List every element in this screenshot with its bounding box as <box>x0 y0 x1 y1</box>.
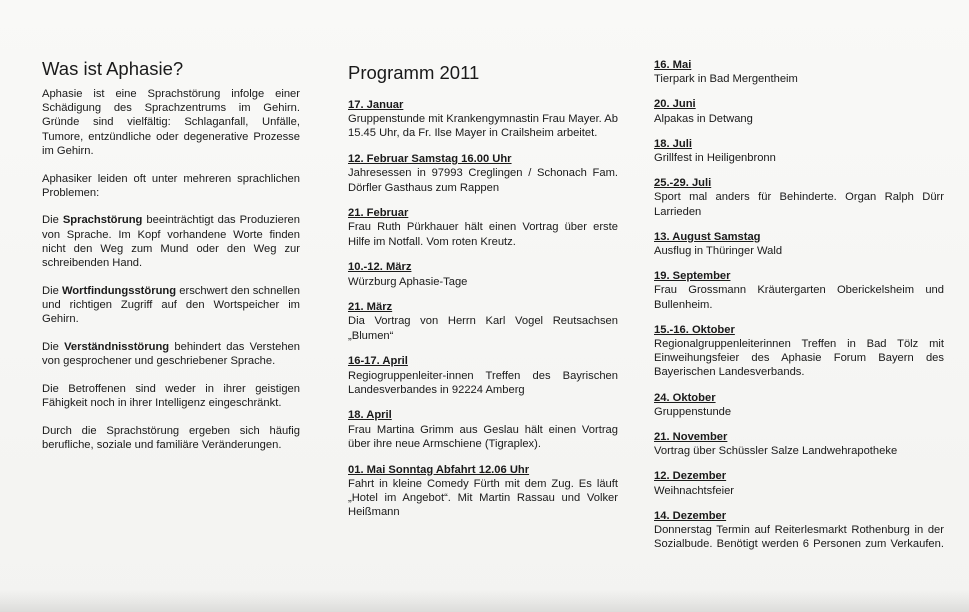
paper-edge-shadow <box>0 590 969 612</box>
event-date: 13. August Samstag <box>654 230 761 243</box>
event-description: Regionalgruppenleiterinnen Treffen in Bad Tölz mit Einweihungsfeier des Aphasie Forum Bayern des Bayerischen Landesverbands. <box>654 338 944 379</box>
event-description: Frau Ruth Pürkhauer hält einen Vortrag über erste Hilfe im Notfall. Vom roten Kreutz. <box>348 221 618 248</box>
event-date: 14. Dezember <box>654 509 727 522</box>
term-verstaendnisstoerung: Verständnisstörung <box>64 340 170 353</box>
info-paragraph-consequences: Durch die Sprachstörung ergeben sich häufig berufliche, soziale und familiäre Veränderungen. <box>42 424 300 451</box>
event-description: Ausflug in Thüringer Wald <box>654 245 783 258</box>
event-date: 21. November <box>654 431 728 444</box>
program-event <box>654 469 944 497</box>
info-paragraph-definition: Aphasie ist eine Sprachstörung infolge einer Schädigung des Sprachzentrums im Gehirn. Gründe sind vielfältig: Schlaganfall, Unfälle, Tumore, entzündliche oder degenerative Prozesse im Gehirn. <box>42 88 300 157</box>
event-date: 12. Dezember <box>654 470 727 483</box>
event-description: Gruppenstunde mit Krankengymnastin Frau Mayer. Ab 15.45 Uhr, da Fr. Ilse Mayer in Crailsheim arbeitet. <box>348 113 618 140</box>
event-date: 20. Juni <box>654 98 696 111</box>
program-event <box>654 137 944 165</box>
program-event <box>348 206 618 249</box>
program-title: Programm 2011 <box>348 62 480 83</box>
event-date: 25.-29. Juli <box>654 177 712 190</box>
program-event <box>348 463 618 520</box>
event-date: 24. Oktober <box>654 391 716 404</box>
term-sprachstoerung: Sprachstörung <box>62 214 143 227</box>
program-event <box>654 97 944 125</box>
event-description: Alpakas in Detwang <box>654 112 753 125</box>
program-event <box>348 260 618 288</box>
event-description: Gruppenstunde <box>654 405 732 418</box>
event-description: Donnerstag Termin auf Reiterlesmarkt Rothenburg in der Sozialbude. Benötigt werden 6 Personen zum Verkaufen. <box>654 524 944 551</box>
program-event <box>654 176 944 219</box>
event-description: Vortrag über Schüssler Salze Landwehrapotheke <box>654 445 898 458</box>
event-description: Jahresessen in 97993 Creglingen / Schonach Fam. Dörfler Gasthaus zum Rappen <box>348 167 618 194</box>
program-event <box>654 58 944 86</box>
event-date: 01. Mai Sonntag Abfahrt 12.06 Uhr <box>348 463 530 476</box>
program-event <box>654 391 944 419</box>
program-event <box>348 354 618 397</box>
program-event <box>654 509 944 552</box>
program-event-list <box>654 58 944 551</box>
event-description: Tierpark in Bad Mergentheim <box>654 73 798 86</box>
event-description: Frau Martina Grimm aus Geslau hält einen Vortrag über ihre neue Armschiene (Tigraplex). <box>348 423 618 450</box>
info-paragraph-intelligence: Die Betroffenen sind weder in ihrer geistigen Fähigkeit noch in ihrer Intelligenz eingeschränkt. <box>42 382 300 409</box>
program-event <box>348 300 618 343</box>
event-date: 10.-12. März <box>348 261 412 274</box>
info-paragraph-sprachstoerung: Die Sprachstörung beeinträchtigt das Produzieren von Sprache. Im Kopf vorhandene Worte finden nicht den Weg zum Mund oder den Weg zur schreibenden Hand. <box>42 214 300 270</box>
event-date: 15.-16. Oktober <box>654 323 735 336</box>
event-date: 16. Mai <box>654 59 692 71</box>
event-description: Dia Vortrag von Herrn Karl Vogel Reutsachsen „Blumen“ <box>348 315 618 342</box>
info-title: Was ist Aphasie? <box>42 58 184 79</box>
event-date: 17. Januar <box>348 99 404 111</box>
info-paragraph-verstaendnis: Die Verständnisstörung behindert das Verstehen von gesprochener und geschriebener Sprache. <box>42 340 300 368</box>
program-event-list <box>348 98 618 519</box>
program-column-right <box>654 58 944 562</box>
event-description: Fahrt in kleine Comedy Fürth mit dem Zug. Es läuft „Hotel im Angebot“. Mit Martin Rassau und Volker Heißmann <box>348 477 618 519</box>
info-paragraph-wortfindung: Die Wortfindungsstörung erschwert den schnellen und richtigen Zugriff auf den Wortspeicher im Gehirn. <box>42 284 300 326</box>
program-event <box>654 230 944 258</box>
event-description: Würzburg Aphasie-Tage <box>348 275 468 288</box>
event-description: Regiogruppenleiter-innen Treffen des Bayrischen Landesverbandes in 92224 Amberg <box>348 369 618 396</box>
program-event <box>348 98 618 141</box>
event-description: Sport mal anders für Behinderte. Organ Ralph Dürr Larrieden <box>654 191 944 218</box>
event-date: 21. März <box>348 301 393 314</box>
program-event <box>654 430 944 458</box>
program-event <box>654 323 944 380</box>
info-paragraph-problems: Aphasiker leiden oft unter mehreren sprachlichen Problemen: <box>42 172 300 199</box>
program-event <box>348 152 618 195</box>
event-date: 21. Februar <box>348 207 409 220</box>
event-date: 12. Februar Samstag 16.00 Uhr <box>348 153 512 166</box>
aphasia-info-column <box>42 58 300 466</box>
event-date: 18. April <box>348 409 392 422</box>
program-event <box>348 408 618 451</box>
program-column-middle <box>348 62 618 531</box>
event-date: 16-17. April <box>348 355 408 368</box>
program-event <box>654 269 944 312</box>
event-description: Grillfest in Heiligenbronn <box>654 152 776 165</box>
event-description: Weihnachtsfeier <box>654 484 735 497</box>
term-wortfindungsstoerung: Wortfindungsstörung <box>61 284 177 297</box>
event-description: Frau Grossmann Kräutergarten Oberickelsheim und Bullenheim. <box>654 284 944 311</box>
event-date: 18. Juli <box>654 137 692 150</box>
event-date: 19. September <box>654 270 731 283</box>
